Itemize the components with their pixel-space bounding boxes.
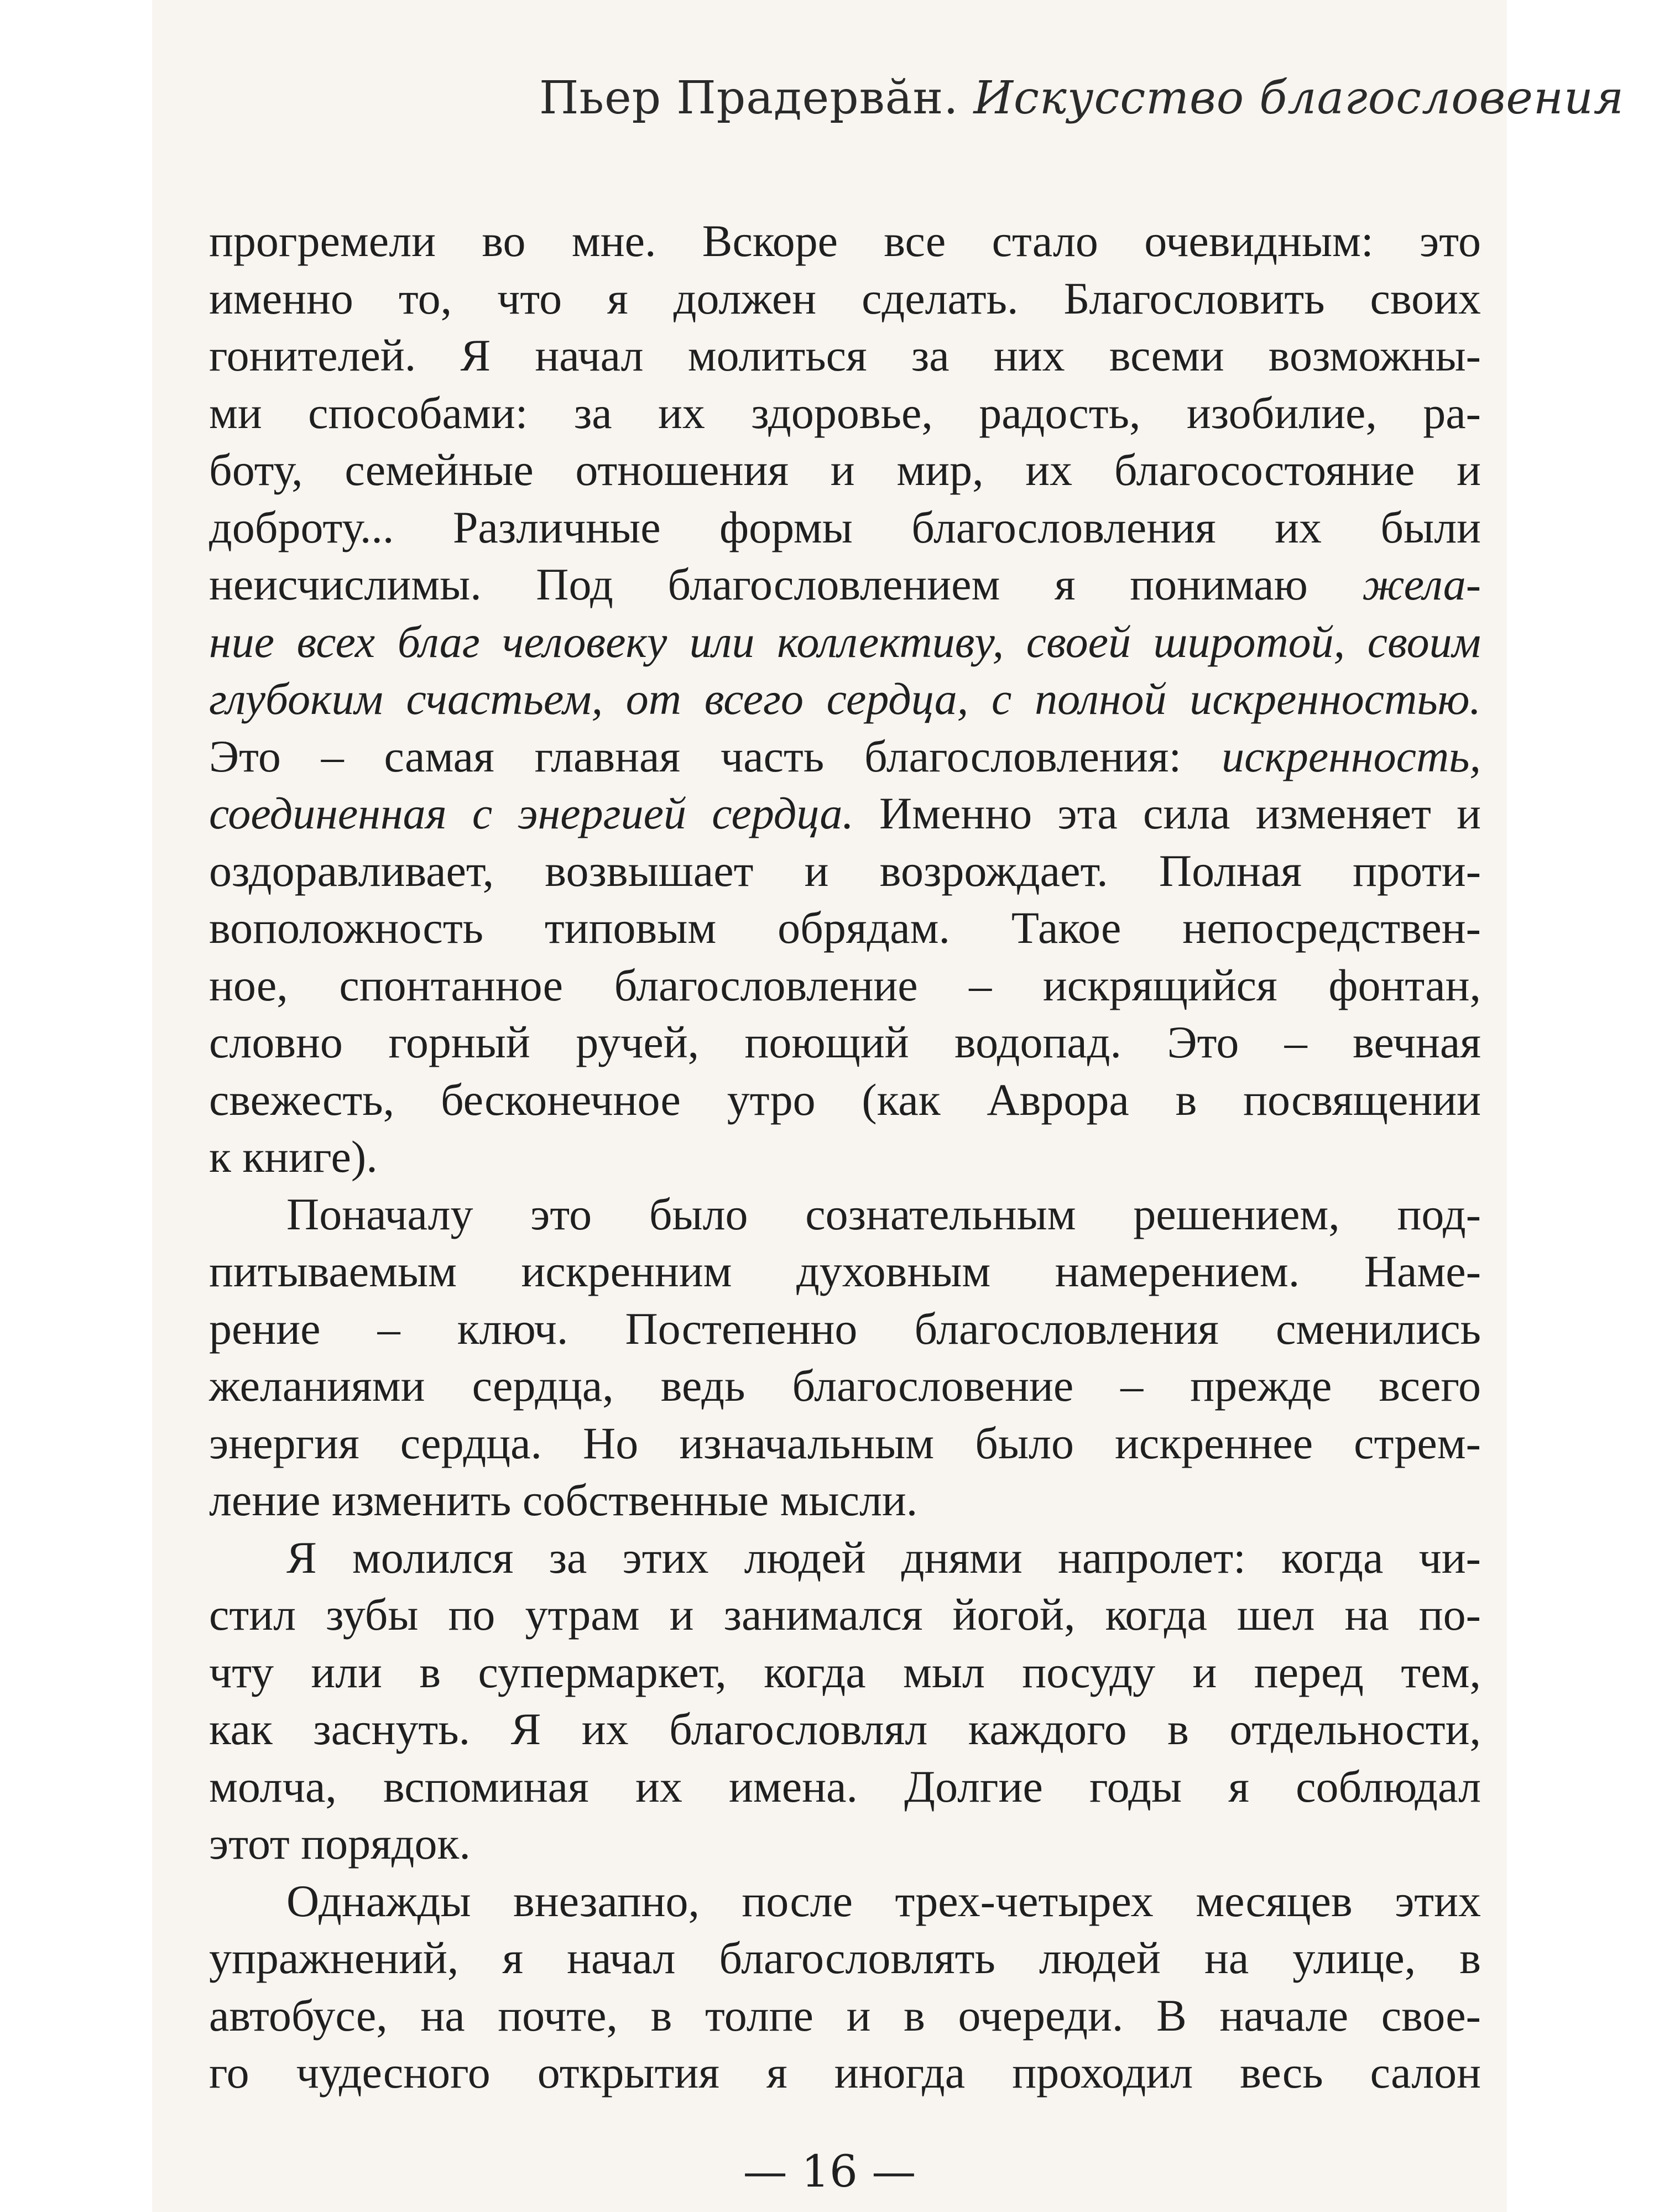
text-line: ние всех благ человеку или коллективу, своей широтой, своим: [209, 616, 1481, 667]
text-line: упражнений, я начал благословлять людей на улице, в: [209, 1933, 1481, 1983]
text-line: Я молился за этих людей днями напролет: когда чи-: [286, 1532, 1481, 1583]
text-line: ми способами: за их здоровье, радость, изобилие, ра-: [209, 387, 1481, 438]
text-line: молча, вспоминая их имена. Долгие годы я соблюдал: [209, 1761, 1481, 1812]
text-line: гонителей. Я начал молиться за них всеми возможны-: [209, 330, 1481, 380]
text-line: именно то, что я должен сделать. Благословить своих: [209, 273, 1481, 324]
page-number: — 16 —: [743, 2146, 916, 2197]
text-line: ление изменить собственные мысли.: [209, 1475, 918, 1525]
text-line: автобусе, на почте, в толпе и в очереди. В начале свое-: [209, 1990, 1481, 2041]
text-line: оздоравливает, возвышает и возрождает. Полная проти-: [209, 845, 1481, 896]
text-line: свежесть, бесконечное утро (как Аврора в посвящении: [209, 1074, 1481, 1125]
body-text: [209, 212, 1481, 2101]
text-line: ное, спонтанное благословление – искрящийся фонтан,: [209, 959, 1481, 1010]
text-line: боту, семейные отношения и мир, их благосостояние и: [209, 445, 1481, 495]
text-line: к книге).: [209, 1131, 378, 1182]
text-line: как заснуть. Я их благословлял каждого в отдельности,: [209, 1704, 1481, 1754]
text-line: Однажды внезапно, после трех-четырех месяцев этих: [286, 1875, 1481, 1926]
text-line: неисчислимы. Под благословлением я понимаю жела-: [209, 559, 1481, 609]
text-line: Поначалу это было сознательным решением, под-: [286, 1188, 1481, 1239]
text-line: словно горный ручей, поющий водопад. Это – вечная: [209, 1017, 1481, 1067]
header-title: Искусство благословения: [973, 72, 1625, 124]
text-line: го чудесного открытия я иногда проходил весь салон: [209, 2047, 1481, 2098]
text-line: чту или в супермаркет, когда мыл посуду и перед тем,: [209, 1646, 1481, 1697]
running-header: [539, 72, 1624, 124]
text-line: рение – ключ. Постепенно благословления сменились: [209, 1303, 1481, 1354]
text-line: энергия сердца. Но изначальным было искреннее стрем-: [209, 1417, 1481, 1468]
text-line: соединенная с энергией сердца. Именно эта сила изменяет и: [209, 788, 1481, 838]
text-line: питываемым искренним духовным намерением. Наме-: [209, 1246, 1481, 1296]
text-line: прогремели во мне. Вскоре все стало очевидным: это: [209, 216, 1481, 266]
text-line: этот порядок.: [209, 1818, 471, 1869]
text-line: глубоким счастьем, от всего сердца, с полной искренностью.: [209, 674, 1481, 724]
text-line: воположность типовым обрядам. Такое непосредствен-: [209, 902, 1481, 953]
text-line: желаниями сердца, ведь благословение – прежде всего: [209, 1360, 1481, 1411]
text-line: стил зубы по утрам и занимался йогой, когда шел на по-: [209, 1589, 1481, 1640]
text-line: доброту... Различные формы благословления их были: [209, 502, 1481, 552]
text-line: Это – самая главная часть благословления: искренность,: [209, 731, 1481, 781]
header-author: Пьер Прадервӑн.: [539, 72, 959, 124]
